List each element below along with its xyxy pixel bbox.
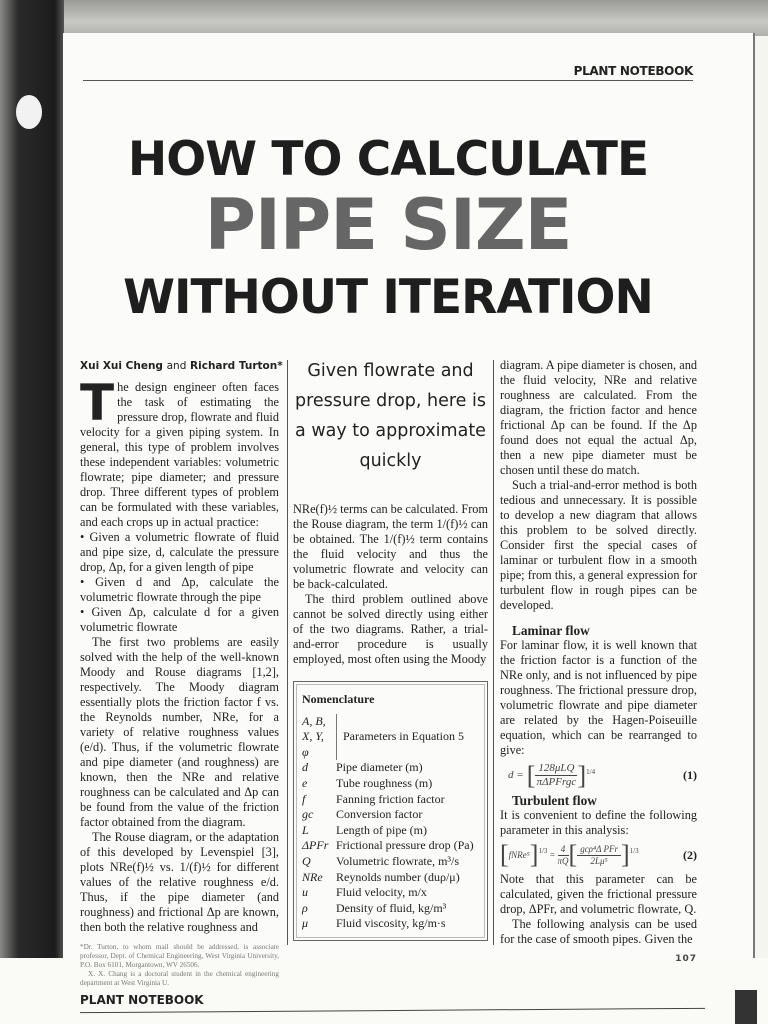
exponent: 1/4 [586, 768, 596, 776]
footnote-text: *Dr. Turton, to whom mail should be addressed, is associate professor, Dept. of Chemical Engineering, West Virginia University, P.O. Box 6101, Morgantown, WV 26506. [80, 943, 279, 969]
denominator: πΔPFrgc [536, 776, 577, 788]
nomenclature-item [294, 792, 487, 808]
bracket: ] [529, 840, 539, 869]
nomenclature-group [294, 714, 487, 761]
title-line-1: HOW TO CALCULATE [127, 132, 649, 187]
bracket: [ [568, 840, 578, 869]
symbol: ΔPFr [302, 838, 329, 853]
denominator: πQ [557, 855, 569, 866]
meaning: Fluid viscosity, kg/m·s [336, 916, 446, 931]
symbol: ρ [302, 900, 308, 915]
binder-hole [16, 95, 42, 129]
nomenclature-item [294, 870, 487, 886]
nomenclature-title: Nomenclature [302, 692, 375, 706]
meaning: Pipe diameter (m) [336, 760, 423, 775]
footnote-text: X. X. Chang is a doctoral student in the chemical engineering department at West Virginia U. [80, 970, 279, 987]
paragraph: Such a trial-and-error method is both tedious and unnecessary. It is possible to develop a new diagram that allows this problem to be solved directly. Consider first the special cases of laminar or turbulent flow in a smooth pipe; from this, a general expression for turbulent flow in rough pipes can be developed. [500, 478, 697, 612]
equation-1 [500, 762, 697, 789]
bracket: [ [526, 760, 536, 790]
author-2: Richard Turton* [190, 360, 283, 372]
nomenclature-item [294, 901, 487, 917]
exponent: 1/3 [538, 847, 548, 855]
paragraph: NRe(f)½ terms can be calculated. From the Rouse diagram, the term 1/(f)½ can be obtained. The 1/(f)½ term contains the fluid velocity and thus the volumetric flowrate and velocity can be back-calculated. [293, 502, 488, 591]
eq-lhs: d = [508, 769, 524, 781]
pull-quote: Given flowrate and pressure drop, here is a way to approximate quickly [295, 361, 486, 471]
meaning: Density of fluid, kg/m³ [336, 900, 447, 915]
paragraph: The following analysis can be used for the case of smooth pipes. Given the [500, 917, 697, 946]
paragraph: Note that this parameter can be calculated, given the frictional pressure drop, ΔPFr, and volumetric flowrate, Q. [500, 872, 697, 916]
symbol: X, Y, [302, 729, 324, 744]
right-column [500, 358, 697, 965]
numerator: 128μLQ [535, 762, 577, 776]
numerator: 4 [558, 844, 569, 856]
bracket: ] [621, 840, 630, 869]
fraction [577, 844, 621, 867]
section-heading-laminar: Laminar flow [512, 623, 590, 638]
bullet-item: • Given a volumetric flowrate of fluid and pipe size, d, calculate the pressure drop, Δp, for a given length of pipe [80, 530, 279, 574]
paragraph: It is convenient to define the following parameter in this analysis: [500, 808, 697, 837]
equation-number: (1) [683, 768, 697, 782]
nomenclature-item [294, 916, 487, 932]
meaning: Reynolds number (duρ/μ) [336, 869, 460, 884]
meaning: Volumetric flowrate, m³/s [336, 853, 460, 868]
symbol: gc [302, 807, 314, 822]
column-divider [493, 360, 494, 945]
title-line-2: PIPE SIZE [204, 184, 572, 266]
paragraph-text: he design engineer often faces the task of estimating the pressure drop, flowrate and fluid velocity for a given piping system. In general, this type of problem involves these independent variables: volumetric flowrate; pipe diameter; and pressure drop. Three different types of problem can be formulated with these variables, and each crops up in actual practice: [80, 380, 279, 529]
nomenclature-box [293, 681, 488, 941]
bullet-item: • Given Δp, calculate d for a given volumetric flowrate [80, 605, 279, 634]
scan-border-top [0, 0, 768, 36]
nomenclature-group-symbols [294, 714, 337, 761]
symbol: f [302, 791, 306, 806]
paragraph: The third problem outlined above cannot be solved directly using either of the two diagrams. Rather, a trial-and-error procedure is usually employed, most often using the Moody [293, 592, 488, 666]
scan-border-left [0, 0, 64, 960]
symbol: L [302, 822, 309, 837]
numerator: gcρ⁴Δ PFr [577, 844, 621, 856]
symbol: Q [302, 853, 311, 868]
nomenclature-item [294, 776, 487, 792]
nomenclature-item [294, 854, 487, 870]
byline [80, 360, 283, 373]
bracket: [ [500, 840, 509, 869]
eq-lhs: fNRe⁵ [508, 849, 530, 860]
meaning: Tube roughness (m) [336, 775, 433, 790]
bullet-item: • Given d and Δp, calculate the volumetric flowrate through the pipe [80, 575, 279, 604]
byline-and: and [166, 360, 187, 372]
meaning: Fluid velocity, m/x [336, 885, 427, 900]
nomenclature-item [294, 885, 487, 901]
meaning: Conversion factor [336, 807, 423, 822]
equals: = [549, 849, 556, 860]
nomenclature-item [294, 838, 487, 854]
author-1: Xui Xui Cheng [80, 360, 163, 372]
middle-column [293, 356, 488, 941]
symbol: μ [302, 916, 309, 931]
paragraph: For laminar flow, it is well known that the friction factor is a function of the NRe only, and is not influenced by pipe roughness. The frictional pressure drop, volumetric flowrate and pipe diameter are related by the Hagen-Poiseuille equation, which can be rearranged to give: [500, 638, 697, 757]
section-header: PLANT NOTEBOOK [573, 64, 693, 78]
symbol: φ [302, 744, 309, 759]
title-line-3: WITHOUT ITERATION [123, 270, 653, 325]
nomenclature-item [294, 823, 487, 839]
equation-number: (2) [683, 847, 697, 862]
symbol: u [302, 885, 308, 900]
symbol: NRe [302, 869, 323, 884]
equation-2 [500, 842, 697, 868]
paragraph: diagram. A pipe diameter is chosen, and the fluid velocity, NRe and relative roughness are calculated. From the diagram, the friction factor and hence frictional Δp can be found. If the Δp found does not equal the actual Δp, then a new pipe diameter must be chosen until these do match. [500, 358, 697, 477]
nomenclature-item [294, 760, 487, 776]
meaning: Fanning friction factor [336, 791, 445, 806]
symbol: e [302, 775, 308, 790]
footnote [80, 943, 279, 988]
meaning: Parameters in Equation 5 [343, 729, 464, 744]
drop-cap: T [80, 374, 115, 432]
left-column [80, 374, 279, 988]
bracket: ] [577, 760, 587, 790]
nomenclature-list [294, 760, 487, 932]
exponent: 1/3 [629, 847, 639, 855]
column-divider [287, 360, 288, 945]
denominator: 2Lμ⁵ [590, 855, 608, 866]
nomenclature-item [294, 807, 487, 823]
paragraph: The first two problems are easily solved with the help of the well-known Moody and Rouse diagrams [1,2], respectively. The Moody diagram essentially plots the friction factor f vs. the Reynolds number, NRe, for a variety of relative roughness values (e/d). Thus, if the volumetric flowrate and pipe diameter (and roughness) are known, then the NRe and relative roughness can be calculated and Δp can be found from the value of the friction factor obtained from the diagram. [80, 635, 279, 829]
header-rule [83, 80, 693, 81]
paragraph [80, 374, 279, 530]
fraction [558, 844, 569, 867]
section-heading-turbulent: Turbulent flow [512, 793, 597, 808]
symbol: A, B, [302, 713, 326, 728]
meaning: Frictional pressure drop (Pa) [336, 838, 474, 853]
page-number: 107 [675, 954, 697, 964]
symbol: d [302, 760, 308, 775]
meaning: Length of pipe (m) [336, 822, 427, 837]
scan-artifact [735, 990, 757, 1024]
fraction [535, 762, 577, 789]
footer-section: PLANT NOTEBOOK [80, 993, 204, 1007]
paragraph: The Rouse diagram, or the adaptation of this developed by Levenspiel [3], plots NRe(f)½ vs. 1/(f)½ for different values of the relative roughness e/d. Thus, if the pipe diameter (and roughness) and frictional Δp are known, then both the relative roughness and [80, 830, 279, 934]
